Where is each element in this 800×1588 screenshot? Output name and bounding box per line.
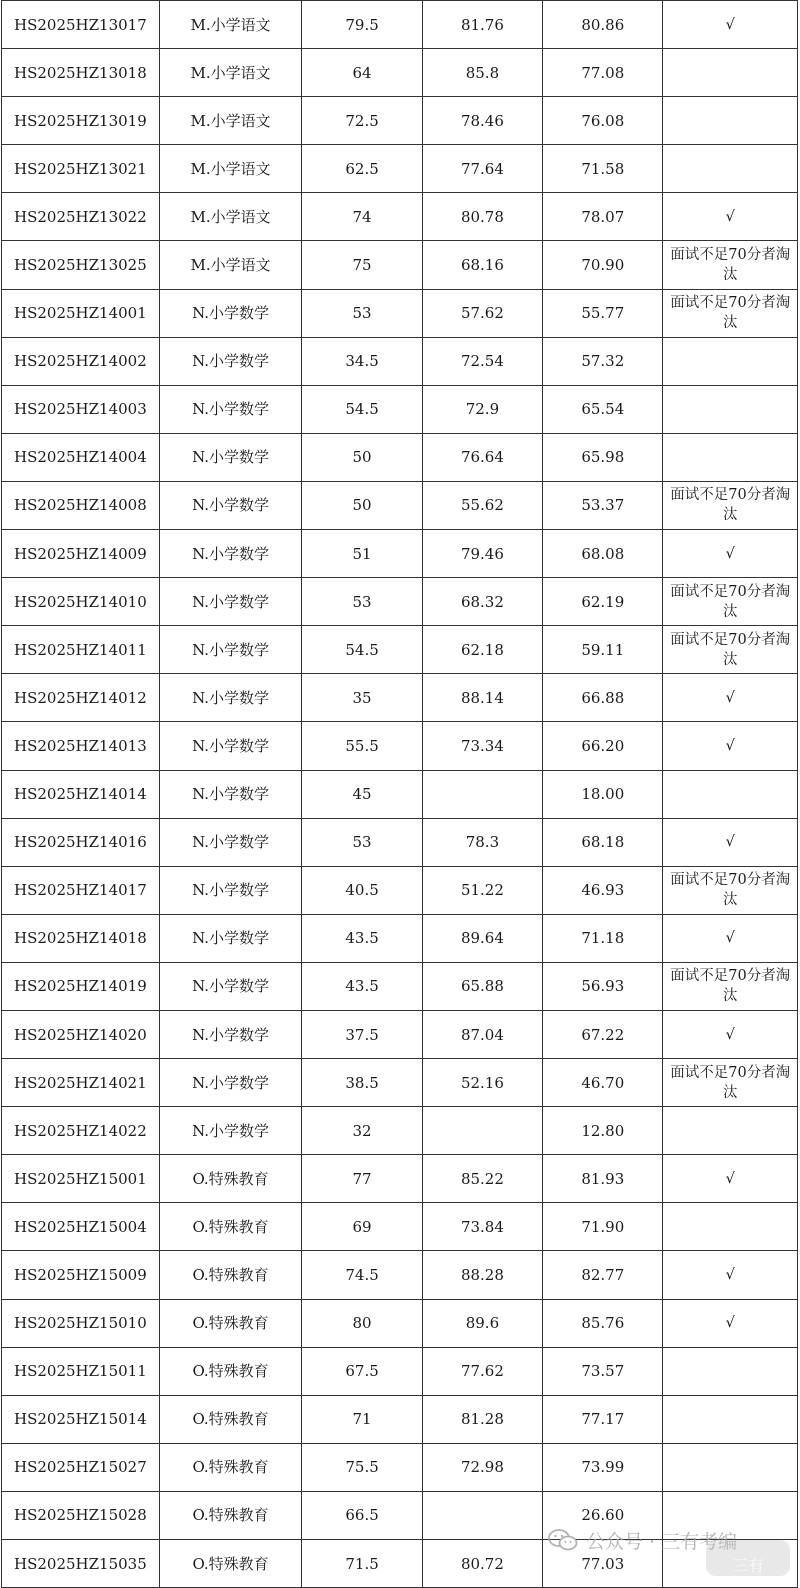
remark-cell: √ bbox=[663, 722, 798, 770]
written-score-cell: 72.5 bbox=[302, 97, 422, 145]
interview-score-cell: 89.6 bbox=[422, 1299, 542, 1347]
interview-score-cell: 51.22 bbox=[422, 866, 542, 914]
subject-cell: O.特殊教育 bbox=[159, 1347, 302, 1395]
subject-cell: N.小学数学 bbox=[159, 866, 302, 914]
remark-cell bbox=[663, 97, 798, 145]
candidate-id-cell: HS2025HZ15011 bbox=[2, 1347, 160, 1395]
interview-score-cell: 76.64 bbox=[422, 433, 542, 481]
remark-cell bbox=[663, 145, 798, 193]
total-score-cell: 67.22 bbox=[543, 1010, 663, 1058]
table-row bbox=[2, 1155, 798, 1203]
table-row bbox=[2, 722, 798, 770]
remark-cell: 面试不足70分者淘汰 bbox=[663, 241, 798, 289]
candidate-id-cell: HS2025HZ14014 bbox=[2, 770, 160, 818]
candidate-id-cell: HS2025HZ14012 bbox=[2, 674, 160, 722]
remark-cell bbox=[663, 433, 798, 481]
written-score-cell: 67.5 bbox=[302, 1347, 422, 1395]
total-score-cell: 46.70 bbox=[543, 1059, 663, 1107]
table-row bbox=[2, 1347, 798, 1395]
subject-cell: O.特殊教育 bbox=[159, 1299, 302, 1347]
subject-cell: M.小学语文 bbox=[159, 145, 302, 193]
table-row bbox=[2, 866, 798, 914]
subject-cell: O.特殊教育 bbox=[159, 1395, 302, 1443]
written-score-cell: 40.5 bbox=[302, 866, 422, 914]
total-score-cell: 70.90 bbox=[543, 241, 663, 289]
total-score-cell: 57.32 bbox=[543, 337, 663, 385]
candidate-id-cell: HS2025HZ13018 bbox=[2, 49, 160, 97]
total-score-cell: 71.90 bbox=[543, 1203, 663, 1251]
subject-cell: N.小学数学 bbox=[159, 481, 302, 529]
remark-cell bbox=[663, 1395, 798, 1443]
total-score-cell: 77.08 bbox=[543, 49, 663, 97]
table-row bbox=[2, 193, 798, 241]
remark-cell: √ bbox=[663, 1251, 798, 1299]
interview-score-cell: 72.98 bbox=[422, 1443, 542, 1491]
total-score-cell: 77.17 bbox=[543, 1395, 663, 1443]
total-score-cell: 76.08 bbox=[543, 97, 663, 145]
interview-score-cell: 73.84 bbox=[422, 1203, 542, 1251]
interview-score-cell: 78.3 bbox=[422, 818, 542, 866]
written-score-cell: 80 bbox=[302, 1299, 422, 1347]
subject-cell: N.小学数学 bbox=[159, 385, 302, 433]
total-score-cell: 81.93 bbox=[543, 1155, 663, 1203]
remark-cell bbox=[663, 1203, 798, 1251]
remark-cell: √ bbox=[663, 818, 798, 866]
candidate-id-cell: HS2025HZ15010 bbox=[2, 1299, 160, 1347]
written-score-cell: 32 bbox=[302, 1107, 422, 1155]
written-score-cell: 71.5 bbox=[302, 1540, 422, 1588]
written-score-cell: 37.5 bbox=[302, 1010, 422, 1058]
candidate-id-cell: HS2025HZ15035 bbox=[2, 1540, 160, 1588]
interview-score-cell: 62.18 bbox=[422, 626, 542, 674]
table-row bbox=[2, 962, 798, 1010]
subject-cell: M.小学语文 bbox=[159, 1, 302, 49]
interview-score-cell: 79.46 bbox=[422, 530, 542, 578]
table-row bbox=[2, 1395, 798, 1443]
interview-score-cell: 78.46 bbox=[422, 97, 542, 145]
interview-score-cell: 65.88 bbox=[422, 962, 542, 1010]
subject-cell: N.小学数学 bbox=[159, 578, 302, 626]
table-row bbox=[2, 626, 798, 674]
total-score-cell: 73.99 bbox=[543, 1443, 663, 1491]
remark-cell: 面试不足70分者淘汰 bbox=[663, 1059, 798, 1107]
subject-cell: M.小学语文 bbox=[159, 193, 302, 241]
table-row bbox=[2, 578, 798, 626]
written-score-cell: 75.5 bbox=[302, 1443, 422, 1491]
remark-cell: 面试不足70分者淘汰 bbox=[663, 866, 798, 914]
table-row bbox=[2, 145, 798, 193]
remark-cell: √ bbox=[663, 1, 798, 49]
written-score-cell: 54.5 bbox=[302, 626, 422, 674]
interview-score-cell bbox=[422, 1491, 542, 1539]
table-row bbox=[2, 1443, 798, 1491]
subject-cell: N.小学数学 bbox=[159, 770, 302, 818]
table-row bbox=[2, 289, 798, 337]
written-score-cell: 64 bbox=[302, 49, 422, 97]
written-score-cell: 38.5 bbox=[302, 1059, 422, 1107]
table-row bbox=[2, 674, 798, 722]
total-score-cell: 62.19 bbox=[543, 578, 663, 626]
total-score-cell: 82.77 bbox=[543, 1251, 663, 1299]
total-score-cell: 68.18 bbox=[543, 818, 663, 866]
remark-cell: √ bbox=[663, 1299, 798, 1347]
written-score-cell: 43.5 bbox=[302, 962, 422, 1010]
total-score-cell: 71.18 bbox=[543, 914, 663, 962]
candidate-id-cell: HS2025HZ15009 bbox=[2, 1251, 160, 1299]
interview-score-cell: 77.62 bbox=[422, 1347, 542, 1395]
subject-cell: M.小学语文 bbox=[159, 49, 302, 97]
total-score-cell: 26.60 bbox=[543, 1491, 663, 1539]
written-score-cell: 55.5 bbox=[302, 722, 422, 770]
total-score-cell: 66.20 bbox=[543, 722, 663, 770]
written-score-cell: 53 bbox=[302, 578, 422, 626]
remark-cell bbox=[663, 1107, 798, 1155]
total-score-cell: 12.80 bbox=[543, 1107, 663, 1155]
written-score-cell: 50 bbox=[302, 481, 422, 529]
table-row bbox=[2, 1010, 798, 1058]
subject-cell: N.小学数学 bbox=[159, 1010, 302, 1058]
interview-score-cell: 88.14 bbox=[422, 674, 542, 722]
subject-cell: N.小学数学 bbox=[159, 674, 302, 722]
remark-cell: 面试不足70分者淘汰 bbox=[663, 962, 798, 1010]
table-row bbox=[2, 914, 798, 962]
written-score-cell: 74 bbox=[302, 193, 422, 241]
interview-score-cell bbox=[422, 1107, 542, 1155]
score-table bbox=[1, 0, 798, 1588]
remark-cell bbox=[663, 1347, 798, 1395]
candidate-id-cell: HS2025HZ14002 bbox=[2, 337, 160, 385]
subject-cell: N.小学数学 bbox=[159, 337, 302, 385]
candidate-id-cell: HS2025HZ14017 bbox=[2, 866, 160, 914]
remark-cell: √ bbox=[663, 530, 798, 578]
interview-score-cell: 80.78 bbox=[422, 193, 542, 241]
remark-cell bbox=[663, 337, 798, 385]
interview-score-cell: 85.8 bbox=[422, 49, 542, 97]
candidate-id-cell: HS2025HZ14008 bbox=[2, 481, 160, 529]
written-score-cell: 43.5 bbox=[302, 914, 422, 962]
table-row bbox=[2, 1251, 798, 1299]
candidate-id-cell: HS2025HZ14018 bbox=[2, 914, 160, 962]
written-score-cell: 74.5 bbox=[302, 1251, 422, 1299]
interview-score-cell: 81.28 bbox=[422, 1395, 542, 1443]
candidate-id-cell: HS2025HZ15001 bbox=[2, 1155, 160, 1203]
subject-cell: M.小学语文 bbox=[159, 241, 302, 289]
written-score-cell: 54.5 bbox=[302, 385, 422, 433]
remark-cell: √ bbox=[663, 914, 798, 962]
interview-score-cell: 87.04 bbox=[422, 1010, 542, 1058]
remark-cell: 面试不足70分者淘汰 bbox=[663, 626, 798, 674]
candidate-id-cell: HS2025HZ14004 bbox=[2, 433, 160, 481]
candidate-id-cell: HS2025HZ14001 bbox=[2, 289, 160, 337]
candidate-id-cell: HS2025HZ15014 bbox=[2, 1395, 160, 1443]
written-score-cell: 77 bbox=[302, 1155, 422, 1203]
total-score-cell: 53.37 bbox=[543, 481, 663, 529]
subject-cell: N.小学数学 bbox=[159, 722, 302, 770]
subject-cell: O.特殊教育 bbox=[159, 1540, 302, 1588]
wechat-icon bbox=[548, 1528, 578, 1552]
subject-cell: N.小学数学 bbox=[159, 626, 302, 674]
remark-cell bbox=[663, 385, 798, 433]
candidate-id-cell: HS2025HZ14009 bbox=[2, 530, 160, 578]
written-score-cell: 71 bbox=[302, 1395, 422, 1443]
subject-cell: N.小学数学 bbox=[159, 289, 302, 337]
interview-score-cell: 85.22 bbox=[422, 1155, 542, 1203]
written-score-cell: 79.5 bbox=[302, 1, 422, 49]
candidate-id-cell: HS2025HZ14020 bbox=[2, 1010, 160, 1058]
total-score-cell: 56.93 bbox=[543, 962, 663, 1010]
candidate-id-cell: HS2025HZ13025 bbox=[2, 241, 160, 289]
interview-score-cell bbox=[422, 770, 542, 818]
total-score-cell: 78.07 bbox=[543, 193, 663, 241]
watermark-badge: 三有 bbox=[706, 1540, 790, 1576]
candidate-id-cell: HS2025HZ13022 bbox=[2, 193, 160, 241]
subject-cell: N.小学数学 bbox=[159, 818, 302, 866]
candidate-id-cell: HS2025HZ13021 bbox=[2, 145, 160, 193]
candidate-id-cell: HS2025HZ14016 bbox=[2, 818, 160, 866]
table-row bbox=[2, 530, 798, 578]
remark-cell: 面试不足70分者淘汰 bbox=[663, 578, 798, 626]
interview-score-cell: 89.64 bbox=[422, 914, 542, 962]
remark-cell: √ bbox=[663, 193, 798, 241]
candidate-id-cell: HS2025HZ14011 bbox=[2, 626, 160, 674]
subject-cell: N.小学数学 bbox=[159, 962, 302, 1010]
remark-cell bbox=[663, 770, 798, 818]
written-score-cell: 62.5 bbox=[302, 145, 422, 193]
interview-score-cell: 55.62 bbox=[422, 481, 542, 529]
written-score-cell: 51 bbox=[302, 530, 422, 578]
subject-cell: N.小学数学 bbox=[159, 530, 302, 578]
remark-cell bbox=[663, 49, 798, 97]
candidate-id-cell: HS2025HZ14021 bbox=[2, 1059, 160, 1107]
subject-cell: O.特殊教育 bbox=[159, 1443, 302, 1491]
interview-score-cell: 80.72 bbox=[422, 1540, 542, 1588]
total-score-cell: 85.76 bbox=[543, 1299, 663, 1347]
subject-cell: N.小学数学 bbox=[159, 914, 302, 962]
candidate-id-cell: HS2025HZ14013 bbox=[2, 722, 160, 770]
candidate-id-cell: HS2025HZ13017 bbox=[2, 1, 160, 49]
interview-score-cell: 81.76 bbox=[422, 1, 542, 49]
watermark-text: 公众号 · 三有考编 bbox=[586, 1530, 738, 1553]
total-score-cell: 77.03 bbox=[543, 1540, 663, 1588]
table-row bbox=[2, 433, 798, 481]
remark-cell: √ bbox=[663, 1010, 798, 1058]
total-score-cell: 59.11 bbox=[543, 626, 663, 674]
table-row bbox=[2, 1299, 798, 1347]
interview-score-cell: 72.54 bbox=[422, 337, 542, 385]
subject-cell: O.特殊教育 bbox=[159, 1155, 302, 1203]
total-score-cell: 80.86 bbox=[543, 1, 663, 49]
table-row bbox=[2, 1203, 798, 1251]
written-score-cell: 53 bbox=[302, 289, 422, 337]
candidate-id-cell: HS2025HZ14003 bbox=[2, 385, 160, 433]
candidate-id-cell: HS2025HZ15004 bbox=[2, 1203, 160, 1251]
written-score-cell: 53 bbox=[302, 818, 422, 866]
total-score-cell: 66.88 bbox=[543, 674, 663, 722]
interview-score-cell: 68.32 bbox=[422, 578, 542, 626]
written-score-cell: 35 bbox=[302, 674, 422, 722]
subject-cell: M.小学语文 bbox=[159, 97, 302, 145]
interview-score-cell: 68.16 bbox=[422, 241, 542, 289]
written-score-cell: 66.5 bbox=[302, 1491, 422, 1539]
interview-score-cell: 88.28 bbox=[422, 1251, 542, 1299]
table-row bbox=[2, 337, 798, 385]
subject-cell: O.特殊教育 bbox=[159, 1491, 302, 1539]
remark-cell bbox=[663, 1443, 798, 1491]
table-row bbox=[2, 97, 798, 145]
subject-cell: O.特殊教育 bbox=[159, 1203, 302, 1251]
interview-score-cell: 57.62 bbox=[422, 289, 542, 337]
table-row bbox=[2, 241, 798, 289]
table-row bbox=[2, 385, 798, 433]
written-score-cell: 75 bbox=[302, 241, 422, 289]
table-row bbox=[2, 49, 798, 97]
total-score-cell: 68.08 bbox=[543, 530, 663, 578]
table-row bbox=[2, 481, 798, 529]
candidate-id-cell: HS2025HZ14022 bbox=[2, 1107, 160, 1155]
total-score-cell: 18.00 bbox=[543, 770, 663, 818]
total-score-cell: 46.93 bbox=[543, 866, 663, 914]
remark-cell: √ bbox=[663, 1155, 798, 1203]
table-row bbox=[2, 1107, 798, 1155]
subject-cell: O.特殊教育 bbox=[159, 1251, 302, 1299]
written-score-cell: 34.5 bbox=[302, 337, 422, 385]
subject-cell: N.小学数学 bbox=[159, 1059, 302, 1107]
subject-cell: N.小学数学 bbox=[159, 1107, 302, 1155]
total-score-cell: 65.54 bbox=[543, 385, 663, 433]
interview-score-cell: 73.34 bbox=[422, 722, 542, 770]
candidate-id-cell: HS2025HZ14010 bbox=[2, 578, 160, 626]
interview-score-cell: 52.16 bbox=[422, 1059, 542, 1107]
remark-cell: 面试不足70分者淘汰 bbox=[663, 289, 798, 337]
candidate-id-cell: HS2025HZ15027 bbox=[2, 1443, 160, 1491]
table-row bbox=[2, 770, 798, 818]
written-score-cell: 45 bbox=[302, 770, 422, 818]
subject-cell: N.小学数学 bbox=[159, 433, 302, 481]
interview-score-cell: 72.9 bbox=[422, 385, 542, 433]
written-score-cell: 69 bbox=[302, 1203, 422, 1251]
total-score-cell: 71.58 bbox=[543, 145, 663, 193]
table-row bbox=[2, 818, 798, 866]
remark-cell: √ bbox=[663, 674, 798, 722]
candidate-id-cell: HS2025HZ14019 bbox=[2, 962, 160, 1010]
table-row bbox=[2, 1, 798, 49]
interview-score-cell: 77.64 bbox=[422, 145, 542, 193]
total-score-cell: 65.98 bbox=[543, 433, 663, 481]
candidate-id-cell: HS2025HZ15028 bbox=[2, 1491, 160, 1539]
remark-cell: 面试不足70分者淘汰 bbox=[663, 481, 798, 529]
written-score-cell: 50 bbox=[302, 433, 422, 481]
table-row bbox=[2, 1059, 798, 1107]
total-score-cell: 55.77 bbox=[543, 289, 663, 337]
candidate-id-cell: HS2025HZ13019 bbox=[2, 97, 160, 145]
total-score-cell: 73.57 bbox=[543, 1347, 663, 1395]
